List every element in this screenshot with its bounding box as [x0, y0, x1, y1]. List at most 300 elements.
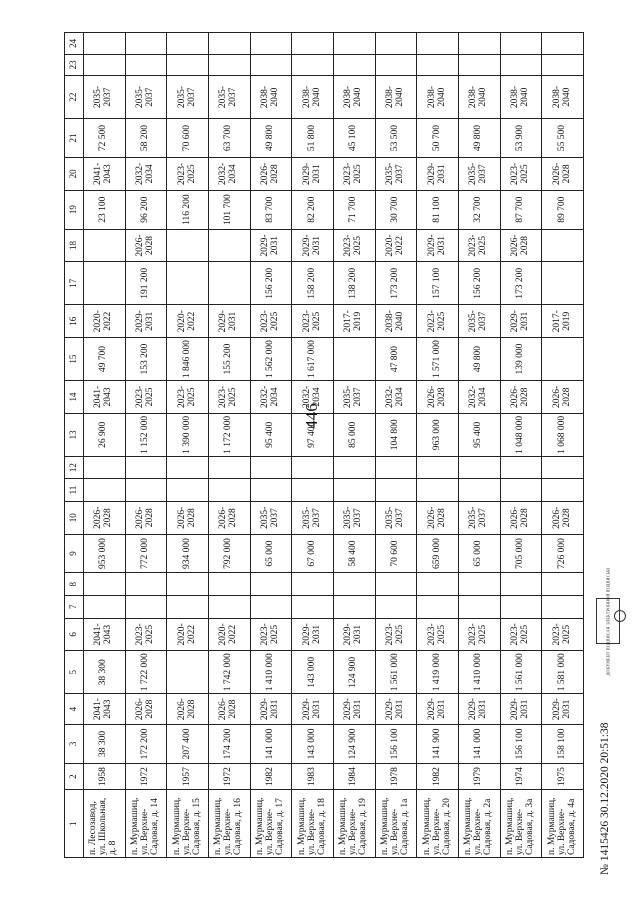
table-cell: 1 846 000 [167, 338, 209, 381]
table-cell: 2026-2028 [417, 381, 459, 414]
table-row [500, 33, 542, 858]
table-cell: 58 400 [333, 534, 375, 573]
table-cell [500, 479, 542, 502]
table-cell: 2035-2037 [333, 381, 375, 414]
table-cell [167, 573, 209, 596]
table-cell [250, 479, 292, 502]
table-cell: 116 200 [167, 190, 209, 229]
table-cell [542, 596, 584, 619]
table-cell: 58 200 [125, 119, 167, 158]
table-cell: 2038-2040 [375, 76, 417, 119]
table-cell: 143 000 [292, 651, 334, 694]
page-number: 446 [302, 403, 321, 429]
table-cell [208, 54, 250, 75]
table-cell [208, 456, 250, 479]
table-cell: 71 700 [333, 190, 375, 229]
table-cell [125, 573, 167, 596]
column-header: 12 [65, 456, 84, 479]
table-cell [458, 479, 500, 502]
table-cell: 2023-2025 [542, 618, 584, 651]
table-cell: 2023-2025 [333, 157, 375, 190]
column-header: 14 [65, 381, 84, 414]
table-cell [333, 456, 375, 479]
table-cell: 138 200 [333, 262, 375, 305]
table-cell: 705 000 [500, 534, 542, 573]
column-header: 1 [65, 790, 84, 858]
table-cell: 53 500 [375, 119, 417, 158]
column-header: 6 [65, 618, 84, 651]
table-cell: 1974 [500, 763, 542, 790]
table-cell: 23 100 [84, 190, 126, 229]
table-cell: 2023-2025 [375, 618, 417, 651]
table-cell: 141 900 [417, 724, 459, 763]
table-cell: 141 000 [250, 724, 292, 763]
emblem-icon [614, 610, 626, 622]
table-cell: 2035-2037 [125, 76, 167, 119]
table-cell [500, 33, 542, 55]
table-cell: 65 000 [458, 534, 500, 573]
table-cell [84, 54, 126, 75]
table-cell: 81 100 [417, 190, 459, 229]
table-cell: 156 100 [500, 724, 542, 763]
column-header: 4 [65, 694, 84, 725]
table-cell [500, 573, 542, 596]
table-cell [333, 596, 375, 619]
table-cell [84, 596, 126, 619]
table-cell: 2023-2025 [458, 618, 500, 651]
table-cell: 1957 [167, 763, 209, 790]
table-cell [500, 54, 542, 75]
table-cell [125, 479, 167, 502]
table-cell [458, 573, 500, 596]
table-cell: 156 200 [250, 262, 292, 305]
table-cell: 2020-2022 [167, 618, 209, 651]
table-cell: 95 400 [458, 413, 500, 456]
column-header: 8 [65, 573, 84, 596]
column-header: 23 [65, 54, 84, 75]
table-cell: 2023-2025 [292, 305, 334, 338]
table-cell: 2035-2037 [292, 501, 334, 534]
table-cell: 155 200 [208, 338, 250, 381]
column-header: 10 [65, 501, 84, 534]
table-cell [458, 456, 500, 479]
column-header: 17 [65, 262, 84, 305]
table-cell: 96 200 [125, 190, 167, 229]
table-cell: 51 800 [292, 119, 334, 158]
address-cell: п. Мурмашиц, ул. Верхне-Садовая, д. 18 [292, 790, 334, 858]
column-header: 13 [65, 413, 84, 456]
table-cell: 1 152 000 [125, 413, 167, 456]
address-cell: п. Лесозавод, ул. Школьная, д. 8 [84, 790, 126, 858]
table-cell: 2038-2040 [417, 76, 459, 119]
table-cell [250, 33, 292, 55]
table-cell: 63 700 [208, 119, 250, 158]
table-cell: 1975 [542, 763, 584, 790]
table-cell [292, 54, 334, 75]
table-cell: 207 400 [167, 724, 209, 763]
table-cell [375, 33, 417, 55]
table-cell [375, 596, 417, 619]
table-cell: 49 800 [458, 338, 500, 381]
table-cell: 2023-2025 [125, 618, 167, 651]
address-cell: п. Мурмашиц, ул. Верхне-Садовая, д. 15 [167, 790, 209, 858]
table-cell: 2023-2025 [167, 157, 209, 190]
table-cell [167, 596, 209, 619]
table-cell: 2029-2031 [500, 305, 542, 338]
table-cell: 1982 [250, 763, 292, 790]
table-cell: 2017-2019 [542, 305, 584, 338]
table-cell: 141 000 [458, 724, 500, 763]
table-cell: 2038-2040 [542, 76, 584, 119]
table-cell: 2029-2031 [458, 694, 500, 725]
table-cell [250, 54, 292, 75]
table-cell: 1958 [84, 763, 126, 790]
table-cell [167, 33, 209, 55]
table-cell: 1 172 000 [208, 413, 250, 456]
table-cell: 89 700 [542, 190, 584, 229]
table-cell: 38 300 [84, 724, 126, 763]
address-cell: п. Мурмашиц, ул. Верхне-Садовая, д. 2а [458, 790, 500, 858]
table-cell: 2041-2043 [84, 381, 126, 414]
table-cell [84, 262, 126, 305]
table-cell [375, 479, 417, 502]
table-cell: 70 600 [375, 534, 417, 573]
table-cell: 2032-2034 [208, 157, 250, 190]
table-cell [208, 573, 250, 596]
table-cell: 32 700 [458, 190, 500, 229]
table-row [208, 33, 250, 858]
table-cell: 2041-2043 [84, 694, 126, 725]
table-cell [208, 596, 250, 619]
table-cell: 2035-2037 [250, 501, 292, 534]
table-cell: 2026-2028 [500, 229, 542, 262]
table-cell: 1 410 000 [250, 651, 292, 694]
stamp-text: ДОКУМЕНТ ПОДПИСАН ЭЛЕКТРОННОЙ ПОДПИСЬЮ [605, 567, 611, 675]
table-cell: 1972 [208, 763, 250, 790]
table-cell: 2026-2028 [167, 694, 209, 725]
table-cell [542, 33, 584, 55]
table-cell: 49 800 [250, 119, 292, 158]
document-id: № 1415426 30.12.2020 20:51:38 [599, 722, 611, 875]
table-cell: 1 410 000 [458, 651, 500, 694]
table-cell: 1 581 000 [542, 651, 584, 694]
table-cell: 2035-2037 [375, 157, 417, 190]
column-header: 15 [65, 338, 84, 381]
table-cell [458, 54, 500, 75]
table-cell [167, 229, 209, 262]
table-cell [167, 479, 209, 502]
table-cell: 1 617 000 [292, 338, 334, 381]
table-cell [125, 456, 167, 479]
table-row [250, 33, 292, 858]
table-cell: 659 000 [417, 534, 459, 573]
table-cell [333, 54, 375, 75]
table-cell: 153 200 [125, 338, 167, 381]
table-row [458, 33, 500, 858]
table-row [333, 33, 375, 858]
table-cell: 95 400 [250, 413, 292, 456]
table-cell [167, 262, 209, 305]
table-cell: 2038-2040 [333, 76, 375, 119]
table-row [125, 33, 167, 858]
table-cell: 2023-2025 [125, 381, 167, 414]
table-cell: 30 700 [375, 190, 417, 229]
table-cell: 772 000 [125, 534, 167, 573]
table-cell [84, 33, 126, 55]
table-cell [250, 596, 292, 619]
table-cell: 1983 [292, 763, 334, 790]
table-cell [208, 262, 250, 305]
table-cell: 2026-2028 [125, 229, 167, 262]
table-cell: 53 900 [500, 119, 542, 158]
address-cell: п. Мурмашиц, ул. Верхне-Садовая, д. 1а [375, 790, 417, 858]
table-cell: 87 700 [500, 190, 542, 229]
table-cell: 953 000 [84, 534, 126, 573]
table-cell: 2029-2031 [125, 305, 167, 338]
table-cell: 2029-2031 [292, 618, 334, 651]
table-cell: 2035-2037 [375, 501, 417, 534]
table-cell: 792 000 [208, 534, 250, 573]
table-cell: 2029-2031 [292, 229, 334, 262]
table-cell: 2020-2022 [167, 305, 209, 338]
table-cell: 2023-2025 [417, 618, 459, 651]
table-cell: 2035-2037 [458, 305, 500, 338]
table-cell [250, 456, 292, 479]
table-cell: 2026-2028 [208, 694, 250, 725]
table-row [542, 33, 584, 858]
table-cell [542, 573, 584, 596]
table-cell: 158 100 [542, 724, 584, 763]
table-cell: 173 200 [500, 262, 542, 305]
table-cell: 1972 [125, 763, 167, 790]
rotated-table-container [64, 32, 584, 858]
table-cell [84, 229, 126, 262]
column-header: 9 [65, 534, 84, 573]
table-cell: 2026-2028 [542, 501, 584, 534]
table-cell: 2026-2028 [167, 501, 209, 534]
table-cell [167, 456, 209, 479]
table-row [292, 33, 334, 858]
table-cell: 2035-2037 [458, 157, 500, 190]
table-cell [417, 479, 459, 502]
table-cell: 2029-2031 [208, 305, 250, 338]
table-cell [208, 229, 250, 262]
address-cell: п. Мурмашиц, ул. Верхне-Садовая, д. 20 [417, 790, 459, 858]
table-cell: 1979 [458, 763, 500, 790]
table-cell: 2023-2025 [458, 229, 500, 262]
table-cell: 2035-2037 [208, 76, 250, 119]
table-row [84, 33, 126, 858]
table-cell [458, 596, 500, 619]
table-cell [375, 573, 417, 596]
table-cell: 934 000 [167, 534, 209, 573]
table-cell: 158 200 [292, 262, 334, 305]
table-cell [125, 596, 167, 619]
table-cell [333, 33, 375, 55]
table-cell [542, 262, 584, 305]
address-cell: п. Мурмашиц, ул. Верхне-Садовая, д. 4а [542, 790, 584, 858]
table-cell [208, 33, 250, 55]
table-cell: 97 400 [292, 413, 334, 456]
table-cell: 2038-2040 [458, 76, 500, 119]
table-cell [458, 33, 500, 55]
table-cell [417, 456, 459, 479]
table-cell: 2032-2034 [375, 381, 417, 414]
table-cell [84, 573, 126, 596]
table-cell: 2026-2028 [208, 501, 250, 534]
column-header: 22 [65, 76, 84, 119]
table-cell: 2038-2040 [375, 305, 417, 338]
table-cell: 2026-2028 [500, 501, 542, 534]
table-cell [542, 456, 584, 479]
table-cell: 2026-2028 [500, 381, 542, 414]
table-cell: 2023-2025 [250, 618, 292, 651]
table-cell: 2017-2019 [333, 305, 375, 338]
table-cell [333, 479, 375, 502]
table-cell [542, 229, 584, 262]
table-cell [125, 33, 167, 55]
table-cell: 2026-2028 [542, 381, 584, 414]
table-cell: 65 000 [250, 534, 292, 573]
table-cell: 2029-2031 [250, 694, 292, 725]
table-cell: 2041-2043 [84, 157, 126, 190]
table-cell: 1 419 000 [417, 651, 459, 694]
table-cell: 2026-2028 [542, 157, 584, 190]
table-cell [167, 651, 209, 694]
table-cell [208, 479, 250, 502]
table-cell [292, 456, 334, 479]
table-cell: 2020-2022 [375, 229, 417, 262]
table-cell: 2035-2037 [333, 501, 375, 534]
table-cell: 2038-2040 [292, 76, 334, 119]
table-cell: 2023-2025 [500, 618, 542, 651]
address-cell: п. Мурмашиц, ул. Верхне-Садовая, д. 17 [250, 790, 292, 858]
table-cell: 143 000 [292, 724, 334, 763]
header-row [65, 33, 84, 858]
table-row [167, 33, 209, 858]
table-cell: 1982 [417, 763, 459, 790]
table-cell: 2023-2025 [208, 381, 250, 414]
table-cell: 1984 [333, 763, 375, 790]
table-cell: 2026-2028 [125, 501, 167, 534]
table-cell: 45 100 [333, 119, 375, 158]
table-cell: 2029-2031 [250, 229, 292, 262]
table-cell: 72 500 [84, 119, 126, 158]
table-cell: 2029-2031 [417, 694, 459, 725]
column-header: 5 [65, 651, 84, 694]
table-cell: 2026-2028 [417, 501, 459, 534]
column-header: 7 [65, 596, 84, 619]
column-header: 3 [65, 724, 84, 763]
table-cell [542, 479, 584, 502]
table-cell: 82 200 [292, 190, 334, 229]
table-cell [417, 33, 459, 55]
table-cell: 156 100 [375, 724, 417, 763]
table-cell: 2041-2043 [84, 618, 126, 651]
table-cell [84, 456, 126, 479]
table-cell: 2029-2031 [375, 694, 417, 725]
table-cell [417, 573, 459, 596]
table-cell: 2023-2025 [333, 229, 375, 262]
column-header: 20 [65, 157, 84, 190]
table-cell [292, 479, 334, 502]
table-cell: 2020-2022 [84, 305, 126, 338]
table-cell: 1 048 000 [500, 413, 542, 456]
table-cell: 172 200 [125, 724, 167, 763]
table-cell: 2035-2037 [84, 76, 126, 119]
table-cell: 2029-2031 [417, 229, 459, 262]
address-cell: п. Мурмашиц, ул. Верхне-Садовая, д. 3а [500, 790, 542, 858]
table-cell: 2032-2034 [292, 381, 334, 414]
table-cell: 1 561 000 [500, 651, 542, 694]
address-cell: п. Мурмашиц, ул. Верхне-Садовая, д. 19 [333, 790, 375, 858]
table-cell: 173 200 [375, 262, 417, 305]
table-cell: 2029-2031 [333, 618, 375, 651]
table-cell [542, 338, 584, 381]
table-cell: 2029-2031 [500, 694, 542, 725]
table-cell: 2032-2034 [458, 381, 500, 414]
table-cell: 1 390 000 [167, 413, 209, 456]
address-cell: п. Мурмашиц, ул. Верхне-Садовая, д. 16 [208, 790, 250, 858]
table-cell [542, 54, 584, 75]
column-header: 16 [65, 305, 84, 338]
table-cell: 47 800 [375, 338, 417, 381]
table-cell: 124 900 [333, 724, 375, 763]
table-cell: 85 000 [333, 413, 375, 456]
table-cell: 1 561 000 [375, 651, 417, 694]
table-cell: 963 000 [417, 413, 459, 456]
table-row [417, 33, 459, 858]
table-cell [375, 54, 417, 75]
table-cell: 104 800 [375, 413, 417, 456]
table-cell: 174 200 [208, 724, 250, 763]
table-cell: 2026-2028 [250, 157, 292, 190]
table-cell: 2029-2031 [292, 694, 334, 725]
column-header: 24 [65, 33, 84, 55]
table-cell: 49 800 [458, 119, 500, 158]
table-cell: 67 000 [292, 534, 334, 573]
column-header: 21 [65, 119, 84, 158]
column-header: 19 [65, 190, 84, 229]
table-cell [292, 573, 334, 596]
table-cell: 2038-2040 [250, 76, 292, 119]
table-cell: 70 600 [167, 119, 209, 158]
table-cell [292, 596, 334, 619]
column-header: 2 [65, 763, 84, 790]
table-cell: 156 200 [458, 262, 500, 305]
table-cell: 2029-2031 [542, 694, 584, 725]
table-cell: 50 700 [417, 119, 459, 158]
table-cell: 26 900 [84, 413, 126, 456]
table-cell: 157 100 [417, 262, 459, 305]
table-cell: 2020-2022 [208, 618, 250, 651]
table-body [84, 33, 584, 858]
table-cell: 49 700 [84, 338, 126, 381]
footer [590, 567, 640, 890]
column-header: 18 [65, 229, 84, 262]
table-cell [417, 54, 459, 75]
table-cell [84, 479, 126, 502]
table-cell: 2032-2034 [250, 381, 292, 414]
table-cell: 2038-2040 [500, 76, 542, 119]
address-cell: п. Мурмашиц, ул. Верхне-Садовая, д. 14 [125, 790, 167, 858]
table-cell: 2029-2031 [292, 157, 334, 190]
table-cell: 2026-2028 [84, 501, 126, 534]
table-cell: 38 300 [84, 651, 126, 694]
table-cell: 101 700 [208, 190, 250, 229]
table-cell [375, 456, 417, 479]
column-header: 11 [65, 479, 84, 502]
